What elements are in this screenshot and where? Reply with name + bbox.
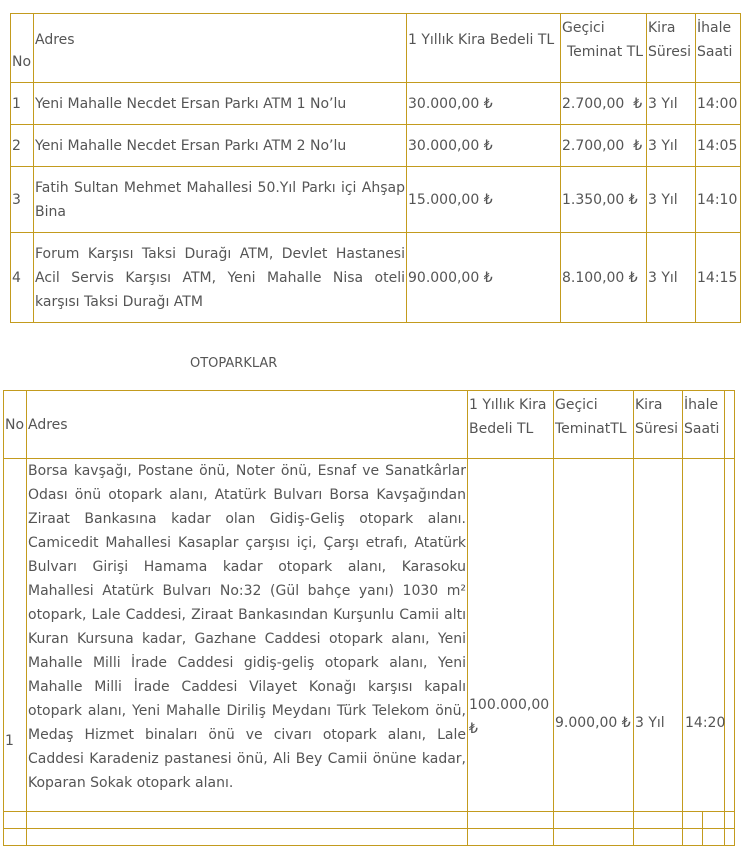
header-saat: [696, 14, 741, 83]
table-row: [4, 459, 735, 812]
cell-adres: Yeni Mahalle Necdet Ersan Parkı ATM 1 No’lu: [34, 83, 407, 125]
cell-kira: 30.000,00 ₺: [407, 125, 561, 167]
cell-sure: 3 Yıl: [647, 125, 696, 167]
header-teminat-line2: TeminatTL: [555, 421, 627, 437]
empty-cell: [725, 829, 735, 846]
table-row: [11, 83, 741, 125]
cell-sure: 3 Yıl: [647, 233, 696, 323]
table-row-empty: [4, 829, 735, 846]
header-adres: Adres: [27, 391, 468, 459]
table-header-row: [4, 391, 735, 459]
header-kira: 1 Yıllık Kira Bedeli TL: [468, 391, 554, 459]
header-teminat-line1: Geçici: [562, 20, 605, 36]
header-sure-line2: Süresi: [635, 421, 679, 437]
empty-cell: [683, 812, 703, 829]
table-row: [11, 125, 741, 167]
cell-no: 1: [4, 459, 27, 812]
cell-saat: 14:00: [696, 83, 741, 125]
empty-cell: [703, 812, 725, 829]
header-sure: [647, 14, 696, 83]
header-saat-line1: İhale: [684, 397, 719, 413]
cell-no: 1: [11, 83, 34, 125]
empty-cell: [554, 812, 634, 829]
cell-adres: Forum Karşısı Taksi Durağı ATM, Devlet Hastanesi Acil Servis Karşısı ATM, Yeni Mahalle Nisa oteli karşısı Taksi Durağı ATM: [34, 233, 407, 323]
empty-cell: [703, 829, 725, 846]
cell-adres: Yeni Mahalle Necdet Ersan Parkı ATM 2 No’lu: [34, 125, 407, 167]
header-sure-line1: Kira: [648, 20, 676, 36]
cell-teminat: 2.700,00 ₺: [561, 125, 647, 167]
empty-cell: [4, 829, 27, 846]
table-row: [11, 167, 741, 233]
cell-teminat: 9.000,00 ₺: [554, 459, 634, 812]
cell-teminat: 1.350,00 ₺: [561, 167, 647, 233]
header-saat-line2: Saati: [697, 44, 733, 60]
empty-cell: [725, 812, 735, 829]
header-saat: [683, 391, 725, 459]
header-no: No: [4, 391, 27, 459]
empty-cell: [27, 829, 468, 846]
empty-cell: [27, 812, 468, 829]
table-row: [11, 233, 741, 323]
header-teminat: [554, 391, 634, 459]
table-header-row: [11, 14, 741, 83]
cell-sure: 3 Yıl: [634, 459, 683, 812]
header-teminat: [561, 14, 647, 83]
cell-adres: Borsa kavşağı, Postane önü, Noter önü, Esnaf ve Sanatkârlar Odası önü otopark alanı, Atatürk Bulvarı Borsa Kavşağından Ziraat Bankasına kadar olan Gidiş-Geliş otopark alanı. Camicedit Mahallesi Kasaplar çarşısı içi, Çarşı etrafı, Atatürk Bulvarı Girişi Hamama kadar otopark alanı, Karasoku Mahallesi Atatürk Bulvarı No:32 (Gül bahçe yanı) 1030 m² otopark, Lale Caddesi, Ziraat Bankasından Kurşunlu Camii altı Kuran Kursuna kadar, Gazhane Caddesi otopark alanı, Yeni Mahalle Milli İrade Caddesi gidiş-geliş otopark alanı, Yeni Mahalle Milli İrade Caddesi Vilayet Konağı karşısı kapalı otopark alanı, Yeni Mahalle Diriliş Meydanı Türk Telekom önü, Medaş Hizmet binaları önü ve civarı otopark alanı, Lale Caddesi Karadeniz pastanesi önü, Ali Bey Camii önüne kadar, Koparan Sokak otopark alanı.: [27, 459, 468, 812]
header-no: No: [11, 14, 34, 83]
empty-cell: [4, 812, 27, 829]
header-teminat-line1: Geçici: [555, 397, 598, 413]
cell-saat: 14:15: [696, 233, 741, 323]
empty-cell: [634, 829, 683, 846]
cell-adres: Fatih Sultan Mehmet Mahallesi 50.Yıl Parkı içi Ahşap Bina: [34, 167, 407, 233]
cell-sure: 3 Yıl: [647, 167, 696, 233]
header-sure-line2: Süresi: [648, 44, 692, 60]
header-teminat-line2: Teminat TL: [567, 44, 644, 60]
empty-cell: [468, 829, 554, 846]
parking-lease-table: [3, 390, 735, 846]
cell-kira: 90.000,00 ₺: [407, 233, 561, 323]
empty-cell: [468, 812, 554, 829]
cell-kira: 100.000,00 ₺: [468, 459, 554, 812]
cell-no: 4: [11, 233, 34, 323]
cell-sure: 3 Yıl: [647, 83, 696, 125]
empty-cell: [634, 812, 683, 829]
header-adres: Adres: [34, 14, 407, 83]
atm-lease-table: [10, 13, 741, 323]
cell-no: 2: [11, 125, 34, 167]
header-sure-line1: Kira: [635, 397, 663, 413]
empty-cell: [554, 829, 634, 846]
cell-teminat: 2.700,00 ₺: [561, 83, 647, 125]
cell-saat: 14:10: [696, 167, 741, 233]
cell-kira: 15.000,00 ₺: [407, 167, 561, 233]
table-row-empty: [4, 812, 735, 829]
empty-cell: [683, 829, 703, 846]
cell-teminat: 8.100,00 ₺: [561, 233, 647, 323]
header-saat-line1: İhale: [697, 20, 732, 36]
cell-saat: 14:20: [683, 459, 725, 812]
header-kira: 1 Yıllık Kira Bedeli TL: [407, 14, 561, 83]
cell-kira: 30.000,00 ₺: [407, 83, 561, 125]
header-spacer: [725, 391, 735, 459]
header-saat-line2: Saati: [684, 421, 720, 437]
cell-saat: 14:05: [696, 125, 741, 167]
cell-spacer: [725, 459, 735, 812]
header-sure: [634, 391, 683, 459]
section-title: OTOPARKLAR: [190, 356, 278, 371]
cell-no: 3: [11, 167, 34, 233]
